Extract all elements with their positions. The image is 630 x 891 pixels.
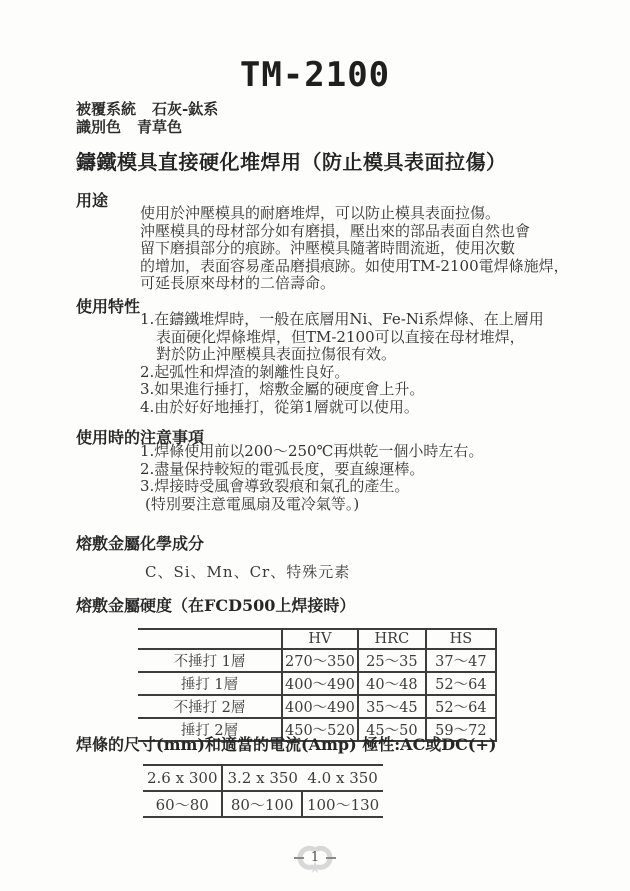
usage-line: 使用於沖壓模具的耐磨堆焊，可以防止模具表面拉傷。 [140,204,501,222]
precaution-note: (特別要注意電風扇及電冷氣等。) [145,494,360,513]
page-number-row [0,850,630,865]
page-number-dash [326,857,336,859]
hardness-hs-value: 52～64 [426,695,496,718]
precaution-item: 2.盡量保持較短的電弧長度，要直線運棒。 [140,459,425,478]
electrode-current-value: 80～100 [222,791,301,817]
hardness-header-hs: HS [426,629,496,649]
section-label-electrode-sizes: 焊條的尺寸(mm)和適當的電流(Amp) 極性:AC或DC(+) [76,735,497,754]
section-label-features: 使用特性 [76,297,141,316]
hardness-hv-value: 400～490 [282,672,358,695]
hardness-hrc-value: 45～50 [358,718,426,741]
electrode-size-row [143,765,383,791]
electrode-current-row [143,791,383,817]
precautions-list [140,443,483,513]
hardness-hrc-value: 35～45 [358,695,426,718]
hardness-table-header-row [138,629,496,649]
page-number-dash [294,857,304,859]
hardness-table [138,628,497,742]
hardness-header-empty [138,629,282,649]
hardness-hs-value: 59～72 [426,718,496,741]
hardness-hs-value: 37～47 [426,649,496,672]
main-heading: 鑄鐵模具直接硬化堆焊用（防止模具表面拉傷） [76,150,507,174]
feature-item-continuation: 對於防止沖壓模具表面拉傷很有效。 [156,345,397,363]
precaution-item: 3.焊接時受風會導致裂痕和氣孔的產生。 [140,477,410,495]
section-label-hardness: 熔敷金屬硬度（在FCD500上焊接時） [76,596,356,615]
feature-item-continuation: 表面硬化焊條堆焊，但TM-2100可以直接在母材堆焊， [156,327,525,346]
identification-color-line [76,116,182,137]
hardness-hv-value: 450～520 [282,718,358,741]
usage-line: 的增加，表面容易產品磨損痕跡。如使用TM-2100電焊條施焊， [140,256,569,275]
hardness-row-label: 捶打 1層 [138,672,282,695]
hardness-row-label: 不捶打 2層 [138,695,282,718]
feature-item: 2.起弧性和焊渣的剝離性良好。 [140,362,350,381]
hardness-hrc-value: 40～48 [358,672,426,695]
electrode-current-value: 60～80 [143,791,222,817]
usage-line: 沖壓模具的母材部分如有磨損，壓出來的部品表面自然也會 [140,221,531,240]
hardness-row-label: 捶打 2層 [138,718,282,741]
section-label-precautions: 使用時的注意事項 [76,428,205,447]
section-label-usage: 用途 [76,191,109,210]
page-footer [0,841,630,886]
hardness-table-row [138,649,496,672]
hardness-hv-value: 270～350 [282,649,358,672]
chemistry-elements: C、Si、Mn、Cr、特殊元素 [145,563,351,581]
electrode-current-value: 100～130 [302,791,383,817]
usage-line: 留下磨損部分的痕跡。沖壓模具隨著時間流逝，使用次數 [140,239,516,257]
usage-line: 可延長原來母材的二倍壽命。 [140,274,336,292]
electrode-size-value: 4.0 x 350 [302,765,383,791]
hardness-table-row [138,695,496,718]
hardness-table-row [138,672,496,695]
electrode-size-current-table [143,764,383,818]
coating-system-value: 石灰-鈦系 [152,100,219,118]
page-number: 1 [310,850,320,865]
usage-paragraph [140,205,569,293]
features-list [140,311,544,416]
hardness-hv-value: 400～490 [282,695,358,718]
feature-item: 4.由於好好地捶打，從第1層就可以使用。 [140,397,419,416]
identification-color-label: 識別色 [76,118,122,136]
hardness-header-hv: HV [282,629,358,649]
precaution-item: 1.焊條使用前以200～250℃再烘乾一個小時左右。 [140,442,484,460]
identification-color-value: 青草色 [137,118,183,136]
hardness-header-hrc: HRC [358,629,426,649]
hardness-row-label: 不捶打 1層 [138,649,282,672]
feature-item: 1.在鑄鐵堆焊時，一般在底層用Ni、Fe-Ni系焊條、在上層用 [140,310,544,328]
hardness-hrc-value: 25～35 [358,649,426,672]
hardness-hs-value: 52～64 [426,672,496,695]
feature-item: 3.如果進行捶打，熔敷金屬的硬度會上升。 [140,380,425,398]
page-title: TM-2100 [239,55,391,95]
electrode-size-value: 3.2 x 350 [222,765,301,791]
electrode-size-value: 2.6 x 300 [143,765,222,791]
section-label-chemistry: 熔敷金屬化學成分 [76,534,205,553]
coating-system-label: 被覆系統 [76,100,137,118]
